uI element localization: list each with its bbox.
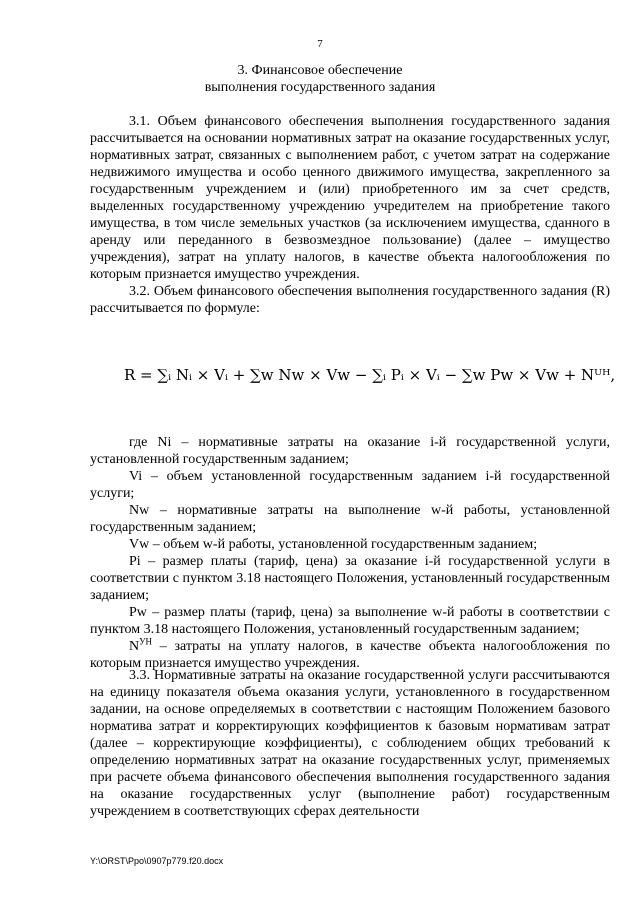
- nyn-superscript: УН: [139, 636, 152, 647]
- heading-line-2: выполнения государственного задания: [204, 80, 436, 95]
- definition-pi: Pi – размер платы (тариф, цена) за оказание i-й государственной услуги в соответствии с пунктом 3.18 настоящего Положения, установленный государственным заданием;: [90, 554, 610, 603]
- paragraph-3-1: 3.1. Объем финансового обеспечения выполнения государственного задания рассчитывается на основании нормативных затрат на оказание государственных услуг, нормативных затрат, связанных с выполнением работ, с учетом затрат на содержание недвижимого имущества и особо ценного движимого имущества, закрепленного за государственным учреждением и (или) приобретенного им за счет средств, выделенных государственному учреждению учредителем на приобретение такого имущества, в том числе земельных участков (за исключением имущества, сданного в аренду или переданного в безвозмездное пользование) (далее – имущество учреждения), затрат на уплату налогов, в качестве объекта налогообложения по которым признается имущество учреждения.: [90, 114, 610, 282]
- page-number: 7: [317, 38, 323, 50]
- definition-vi: Vi – объем установленной государственным заданием i-й государственной услуги;: [90, 469, 610, 501]
- file-path-footer: Y:\ORST\Ppo\0907p779.f20.docx: [90, 856, 224, 866]
- paragraph-3-2: 3.2. Объем финансового обеспечения выполнения государственного задания (R) рассчитывается по формуле:: [90, 284, 610, 316]
- formula-definitions: [90, 434, 610, 672]
- nyn-text: – затраты на уплату налогов, в качестве объекта налогообложения по которым признается имущество учреждения.: [90, 639, 610, 671]
- definition-ni: где Ni – нормативные затраты на оказание i-й государственной услуги, установленной государственным заданием;: [90, 435, 610, 467]
- definition-pw: Pw – размер платы (тариф, цена) за выполнение w-й работы в соответствии с пунктом 3.18 настоящего Положения, установленный государственным заданием;: [90, 605, 610, 637]
- paragraph-3-3: 3.3. Нормативные затраты на оказание государственной услуги рассчитываются на единицу показателя объема оказания услуги, установленного в государственном задании, на основе определяемых в соответствии с настоящим Положением базового норматива затрат и корректирующих коэффициентов к базовым нормативам затрат (далее – корректирующие коэффициенты), с соблюдением общих требований к определению нормативных затрат на оказание государственных услуг, применяемых при расчете объема финансового обеспечения выполнения государственного задания на оказание государственных услуг (выполнение работ) государственным учреждением в соответствующих сферах деятельности: [90, 668, 610, 819]
- formula: R = ∑ᵢ Nᵢ × Vᵢ + ∑w Nw × Vw − ∑ᵢ Pᵢ × Vᵢ − ∑w Pw × Vw + Nᵁᴴ,: [124, 366, 616, 384]
- section-body: [90, 113, 610, 317]
- heading-line-1: 3. Финансовое обеспечение: [237, 63, 403, 78]
- section-3-3: [90, 667, 610, 820]
- section-heading: [0, 62, 640, 96]
- nyn-symbol: N: [129, 639, 140, 654]
- definition-vw: Vw – объем w-й работы, установленной государственным заданием;: [129, 537, 538, 552]
- definition-nw: Nw – нормативные затраты на выполнение w-й работы, установленной государственным заданием;: [90, 503, 610, 535]
